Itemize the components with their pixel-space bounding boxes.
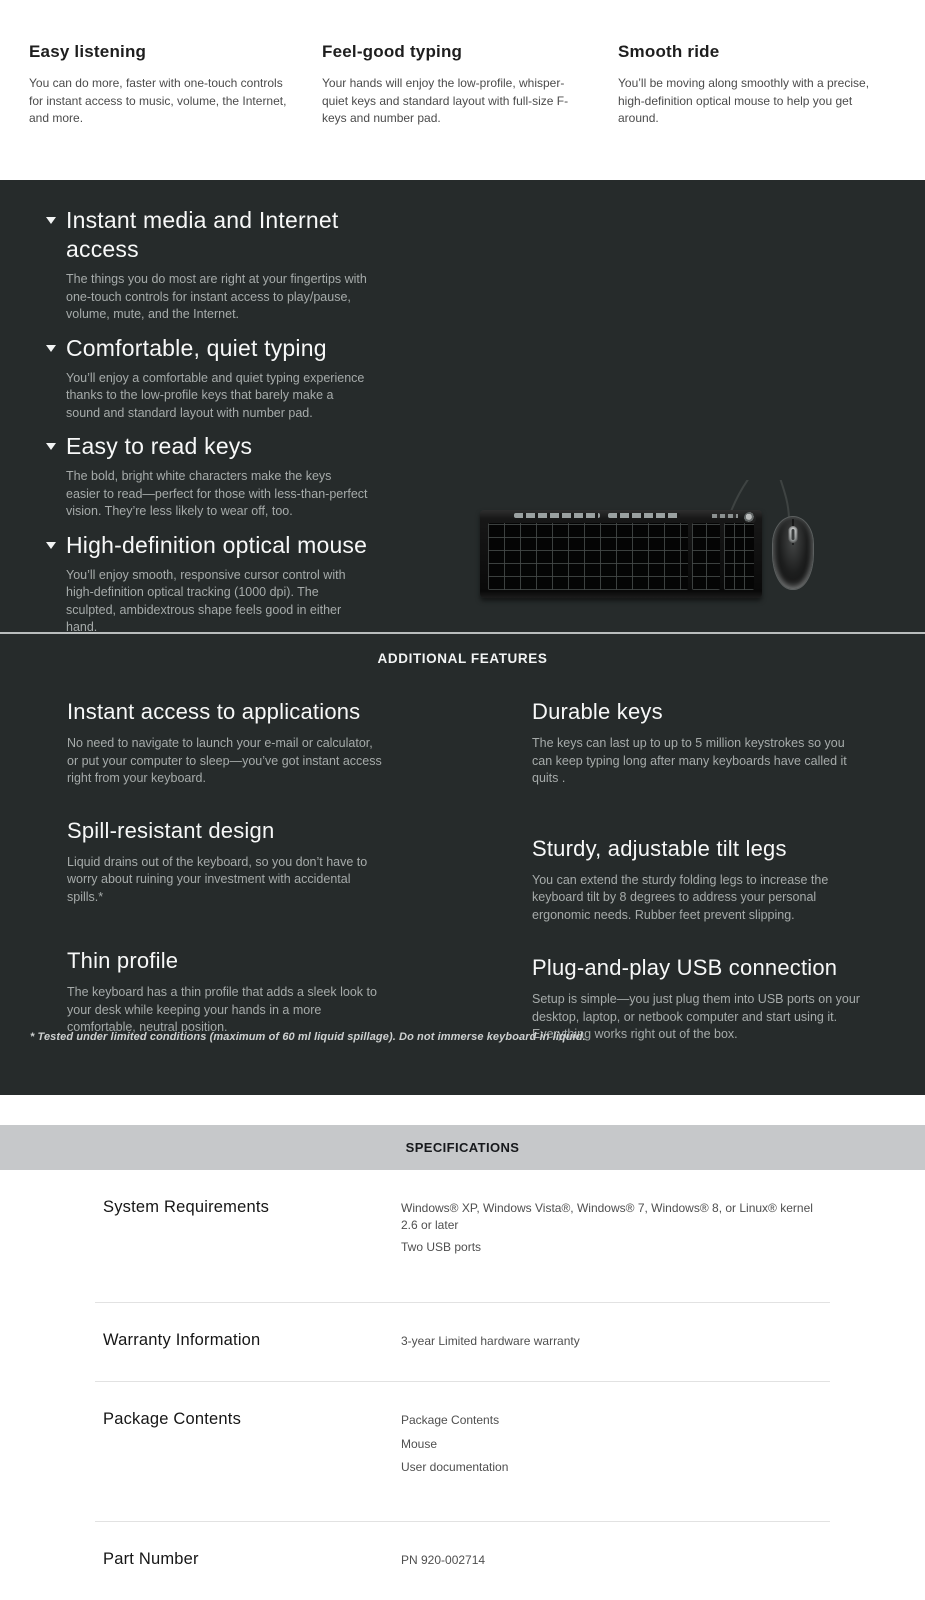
additional-feature-item bbox=[67, 947, 387, 1037]
spec-value: Windows® XP, Windows Vista®, Windows® 7, Windows® 8, or Linux® kernel 2.6 or later bbox=[401, 1200, 830, 1233]
intro-column-body: Your hands will enjoy the low-profile, whisper-quiet keys and standard layout with full-size F-keys and number pad. bbox=[322, 75, 580, 128]
feature-title: Instant media and Internet access bbox=[66, 206, 386, 264]
caret-down-icon[interactable] bbox=[46, 443, 56, 450]
additional-feature-body: The keyboard has a thin profile that adds a sleek look to your desk while keeping your hands in a more comfortable, neutral position. bbox=[67, 984, 387, 1037]
spec-values bbox=[401, 1331, 580, 1356]
features-section bbox=[0, 180, 925, 632]
spec-values bbox=[401, 1550, 485, 1575]
feature-body: You’ll enjoy smooth, responsive cursor control with high-definition optical tracking (1000 dpi). The sculpted, ambidextrous shape feels good in either hand. bbox=[66, 567, 368, 637]
spec-label: Part Number bbox=[103, 1550, 401, 1575]
additional-feature-body: No need to navigate to launch your e-mail or calculator, or put your computer to sleep—you’ve got instant access right from your keyboard. bbox=[67, 735, 387, 788]
mouse-graphic bbox=[772, 516, 814, 590]
feature-body: The things you do most are right at your fingertips with one-touch controls for instant access to play/pause, volume, mute, and the Internet. bbox=[66, 271, 368, 324]
spec-value: Two USB ports bbox=[401, 1239, 830, 1256]
additional-features-columns bbox=[0, 666, 925, 1044]
feature-toggle[interactable] bbox=[46, 206, 446, 264]
spec-row-part-number bbox=[95, 1522, 830, 1600]
additional-right-column bbox=[532, 698, 867, 1044]
additional-feature-title: Instant access to applications bbox=[67, 698, 387, 726]
feature-toggle[interactable] bbox=[46, 531, 446, 560]
keyboard-media-keys bbox=[608, 513, 680, 518]
additional-feature-title: Durable keys bbox=[532, 698, 867, 726]
additional-feature-title: Sturdy, adjustable tilt legs bbox=[532, 835, 867, 863]
spec-value: User documentation bbox=[401, 1459, 508, 1476]
intro-column-feel-good-typing bbox=[322, 42, 580, 128]
keyboard-graphic bbox=[480, 510, 762, 598]
additional-feature-item bbox=[67, 817, 387, 907]
additional-feature-item bbox=[532, 835, 867, 925]
intro-section bbox=[0, 0, 925, 180]
additional-feature-item bbox=[67, 698, 387, 788]
intro-column-title: Smooth ride bbox=[618, 42, 880, 62]
additional-feature-title: Spill-resistant design bbox=[67, 817, 387, 845]
specifications-table bbox=[0, 1170, 925, 1600]
intro-column-title: Easy listening bbox=[29, 42, 297, 62]
caret-down-icon[interactable] bbox=[46, 217, 56, 224]
spec-label: Warranty Information bbox=[103, 1331, 401, 1356]
additional-feature-body: The keys can last up to up to 5 million keystrokes so you can keep typing long after many keyboards have called it quits . bbox=[532, 735, 867, 788]
additional-feature-item bbox=[532, 698, 867, 788]
spec-row-warranty bbox=[95, 1303, 830, 1383]
additional-feature-body: You can extend the sturdy folding legs to increase the keyboard tilt by 8 degrees to address your personal ergonomic needs. Rubber feet prevent slipping. bbox=[532, 872, 867, 925]
spec-row-package-contents bbox=[95, 1382, 830, 1522]
spec-value: Mouse bbox=[401, 1436, 508, 1453]
intro-column-title: Feel-good typing bbox=[322, 42, 580, 62]
feature-body: You’ll enjoy a comfortable and quiet typing experience thanks to the low-profile keys that barely make a sound and standard layout with number pad. bbox=[66, 370, 368, 423]
keyboard-indicator bbox=[712, 514, 738, 518]
feature-title: High-definition optical mouse bbox=[66, 531, 367, 560]
feature-item-media-access bbox=[46, 206, 446, 324]
spec-value: Package Contents bbox=[401, 1412, 508, 1429]
spec-row-system-requirements bbox=[95, 1170, 830, 1303]
additional-features-header: ADDITIONAL FEATURES bbox=[0, 634, 925, 666]
keyboard-nav-keys bbox=[692, 523, 720, 590]
spec-value: PN 920-002714 bbox=[401, 1552, 485, 1569]
caret-down-icon[interactable] bbox=[46, 542, 56, 549]
keyboard-media-keys bbox=[514, 513, 600, 518]
intro-column-body: You can do more, faster with one-touch controls for instant access to music, volume, the Internet, and more. bbox=[29, 75, 297, 128]
feature-toggle[interactable] bbox=[46, 334, 446, 363]
spec-label: System Requirements bbox=[103, 1198, 401, 1262]
intro-column-smooth-ride bbox=[618, 42, 880, 128]
additional-feature-body: Setup is simple—you just plug them into USB ports on your desktop, laptop, or netbook computer and start using it. Everything works right out of the box. bbox=[532, 991, 867, 1044]
spec-value: 3-year Limited hardware warranty bbox=[401, 1333, 580, 1350]
feature-item-easy-read-keys bbox=[46, 432, 446, 521]
mouse-scroll-wheel bbox=[789, 526, 798, 543]
keyboard-numpad bbox=[724, 523, 754, 590]
caret-down-icon[interactable] bbox=[46, 345, 56, 352]
additional-feature-title: Plug-and-play USB connection bbox=[532, 954, 867, 982]
intro-column-easy-listening bbox=[29, 42, 297, 128]
feature-item-hd-mouse bbox=[46, 531, 446, 637]
feature-list bbox=[46, 206, 446, 647]
spec-label: Package Contents bbox=[103, 1410, 401, 1483]
product-image bbox=[478, 480, 814, 610]
feature-body: The bold, bright white characters make the keys easier to read—perfect for those with less-than-perfect vision. They’re less likely to wear off, too. bbox=[66, 468, 368, 521]
specifications-band bbox=[0, 1125, 925, 1170]
keyboard-main-keys bbox=[488, 523, 688, 590]
feature-title: Easy to read keys bbox=[66, 432, 252, 461]
feature-title: Comfortable, quiet typing bbox=[66, 334, 327, 363]
specifications-header: SPECIFICATIONS bbox=[406, 1140, 520, 1155]
spill-test-footnote: * Tested under limited conditions (maximum of 60 ml liquid spillage). Do not immerse keyboard in liquid. bbox=[30, 1031, 586, 1043]
additional-feature-title: Thin profile bbox=[67, 947, 387, 975]
feature-item-quiet-typing bbox=[46, 334, 446, 423]
spec-values bbox=[401, 1410, 508, 1483]
intro-column-body: You’ll be moving along smoothly with a precise, high-definition optical mouse to help you get around. bbox=[618, 75, 880, 128]
feature-toggle[interactable] bbox=[46, 432, 446, 461]
additional-features-section bbox=[0, 634, 925, 1095]
spacer bbox=[0, 1095, 925, 1125]
spec-values bbox=[401, 1198, 830, 1262]
additional-feature-body: Liquid drains out of the keyboard, so you don’t have to worry about ruining your investment with accidental spills.* bbox=[67, 854, 387, 907]
additional-left-column bbox=[67, 698, 387, 1044]
